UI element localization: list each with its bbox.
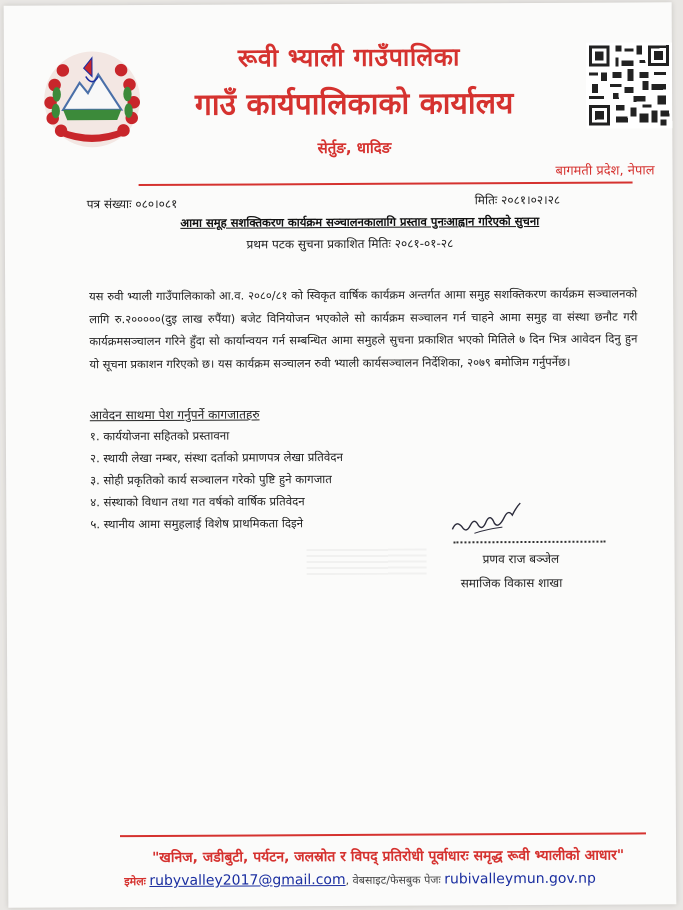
letter-date: मितिः २०८१।०२।२८ xyxy=(474,192,561,208)
nepal-emblem-icon xyxy=(40,45,145,150)
bleed-through-text xyxy=(306,549,426,576)
signature-line xyxy=(453,541,605,544)
list-item: २. स्थायी लेखा नम्बर, संस्था दर्ताको प्रमाणपत्र लेखा प्रतिवेदन xyxy=(89,449,343,466)
required-documents-list xyxy=(90,424,343,535)
list-item: ५. स्थानीय आमा समुहलाई विशेष प्राथमिकता दिइने xyxy=(90,516,304,532)
header-divider xyxy=(139,181,633,186)
footer-divider xyxy=(120,832,646,837)
list-item: ३. सोही प्रकृतिको कार्य सञ्चालन गरेको पुष्टि हुने कागजात xyxy=(90,472,332,488)
letter-sheet xyxy=(4,2,677,907)
office-name: गाउँ कार्यपालिकाको कार्यालय xyxy=(194,86,514,123)
required-documents-heading: आवेदन साथमा पेश गर्नुपर्ने कागजातहरु xyxy=(89,407,260,423)
signature xyxy=(446,499,526,539)
signer-name: प्रणव राज बञ्जेल xyxy=(482,551,560,567)
office-location: सेर्तुङ, धादिङ xyxy=(317,138,392,158)
notice-body: यस रुवी भ्याली गाउँपालिकाको आ.व. २०८०/८१ को स्विकृत वार्षिक कार्यक्रम अन्तर्गत आमा समुह सशक्तिकरण कार्यक्रम सञ्चालनको लागि रु.२०००००(दुइ लाख रुपैंया) बजेट विनियोजन भएकोले सो कार्यक्रम सञ्चालन गर्न चाहने आमा समुह वा संस्था छनौट गरी कार्यक्रमसञ्चालन गरिने हुँदा सो कार्यान्वयन गर्न सम्बन्धित आमा समुहले सुचना प्रकाशित भएको मितिले ७ दिन भित्र आवेदन दिनु हुन यो सूचना प्रकाशन गरिएको छ। यस कार्यक्रम सञ्चालन रुवी भ्याली कार्यसञ्चालन निर्देशिका, २०७९ बमोजिम गर्नुपर्नेछ। xyxy=(89,286,638,371)
footer-slogan: "खनिज, जडीबुटी, पर्यटन, जलस्रोत र विपद् प्रतिरोधी पूर्वाधारः समृद्ध रूवी भ्यालीको आधार" xyxy=(152,847,625,866)
website-link[interactable]: rubivalleymun.gov.np xyxy=(444,870,596,888)
publication-date: प्रथम पटक सुचना प्रकाशित मितिः २०८१-०१-२८ xyxy=(246,236,454,252)
list-item: १. कार्ययोजना सहितको प्रस्तावना xyxy=(89,428,230,444)
notice-subject: आमा समूह सशक्तिकरण कार्यक्रम सञ्चालनकालागि प्रस्ताव पुनःआह्वान गरिएको सुचना xyxy=(180,213,540,230)
reference-number: पत्र संख्याः ०८०।०८१ xyxy=(86,196,178,212)
qr-code-icon xyxy=(582,42,676,128)
footer-contact xyxy=(124,870,664,889)
email-link[interactable]: rubyvalley2017@gmail.com xyxy=(149,871,346,890)
signer-department: समाजिक विकास शाखा xyxy=(460,575,563,591)
email-label: इमेलः xyxy=(124,875,146,889)
list-item: ४. संस्थाको विधान तथा गत वर्षको वार्षिक प्रतिवेदन xyxy=(90,494,305,510)
province-label: बागमती प्रदेश, नेपाल xyxy=(555,163,655,179)
org-name: रूवी भ्याली गाउँपालिका xyxy=(237,42,461,73)
website-label: , वेबसाइट/फेसबुक पेजः xyxy=(345,873,441,887)
